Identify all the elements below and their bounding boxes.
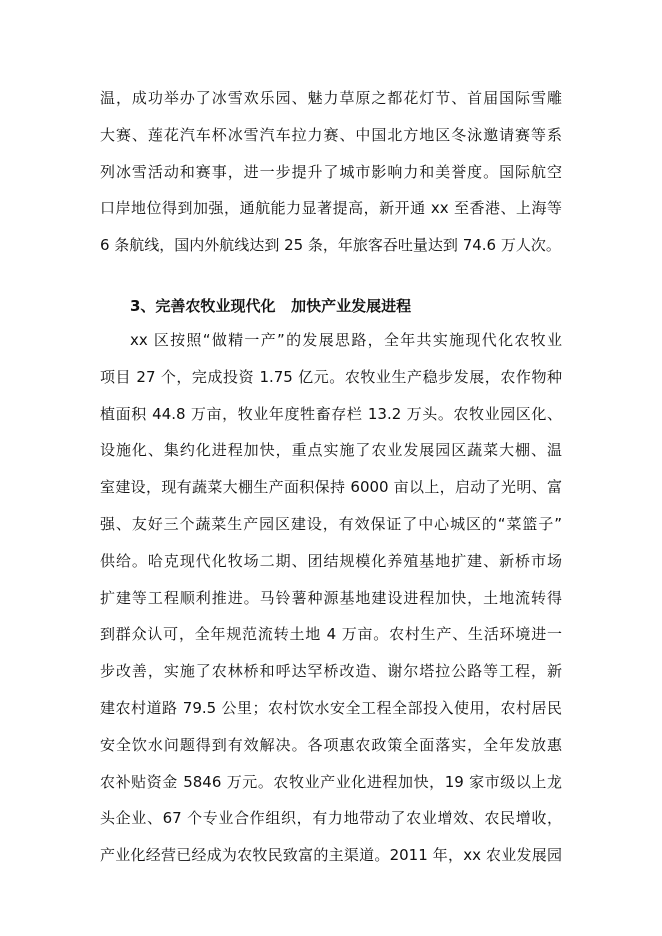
- paragraph-line: 口岸地位得到加强，通航能力显著提高，新开通 xx 至香港、上海等: [100, 199, 562, 218]
- paragraph-line: 强、友好三个蔬菜生产园区建设，有效保证了中心城区的“菜篮子”: [100, 514, 562, 533]
- paragraph-line: 头企业、67 个专业合作组织，有力地带动了农业增效、农民增收，: [100, 809, 562, 828]
- paragraph-line: 列冰雪活动和赛事，进一步提升了城市影响力和美誉度。国际航空: [100, 162, 562, 181]
- paragraph-tourism-aviation: [100, 80, 562, 264]
- paragraph-line: 扩建等工程顺利推进。马铃薯种源基地建设进程加快，土地流转得: [100, 588, 562, 607]
- paragraph-line: 农补贴资金 5846 万元。农牧业产业化进程加快，19 家市级以上龙: [100, 772, 562, 791]
- paragraph-line: 产业化经营已经成为农牧民致富的主渠道。2011 年，xx 农业发展园: [100, 846, 562, 865]
- paragraph-line: 设施化、集约化进程加快，重点实施了农业发展园区蔬菜大棚、温: [100, 441, 562, 460]
- paragraph-line: 步改善，实施了农林桥和呼达罕桥改造、谢尔塔拉公路等工程，新: [100, 662, 562, 681]
- section-heading: 3、完善农牧业现代化 加快产业发展进程: [130, 297, 412, 315]
- paragraph-line: xx 区按照“做精一产”的发展思路，全年共实施现代化农牧业: [130, 331, 562, 349]
- paragraph-line: 项目 27 个，完成投资 1.75 亿元。农牧业生产稳步发展，农作物种: [100, 367, 562, 386]
- paragraph-line: 植面积 44.8 万亩，牧业年度牲畜存栏 13.2 万头。农牧业园区化、: [100, 404, 562, 423]
- paragraph-line: 6 条航线，国内外航线达到 25 条，年旅客吞吐量达到 74.6 万人次。: [100, 236, 561, 255]
- paragraph-line: 大赛、莲花汽车杯冰雪汽车拉力赛、中国北方地区冬泳邀请赛等系: [100, 125, 562, 144]
- paragraph-line: 室建设，现有蔬菜大棚生产面积保持 6000 亩以上，启动了光明、富: [100, 478, 562, 497]
- paragraph-agriculture: [100, 322, 562, 874]
- paragraph-line: 建农村道路 79.5 公里；农村饮水安全工程全部投入使用，农村居民: [100, 698, 562, 717]
- paragraph-line: 到群众认可，全年规范流转土地 4 万亩。农村生产、生活环境进一: [100, 625, 562, 644]
- paragraph-line: 供给。哈克现代化牧场二期、团结规模化养殖基地扩建、新桥市场: [100, 551, 562, 570]
- paragraph-line: 温，成功举办了冰雪欢乐园、魅力草原之都花灯节、首届国际雪雕: [100, 89, 562, 107]
- paragraph-line: 安全饮水问题得到有效解决。各项惠农政策全面落实，全年发放惠: [100, 735, 562, 754]
